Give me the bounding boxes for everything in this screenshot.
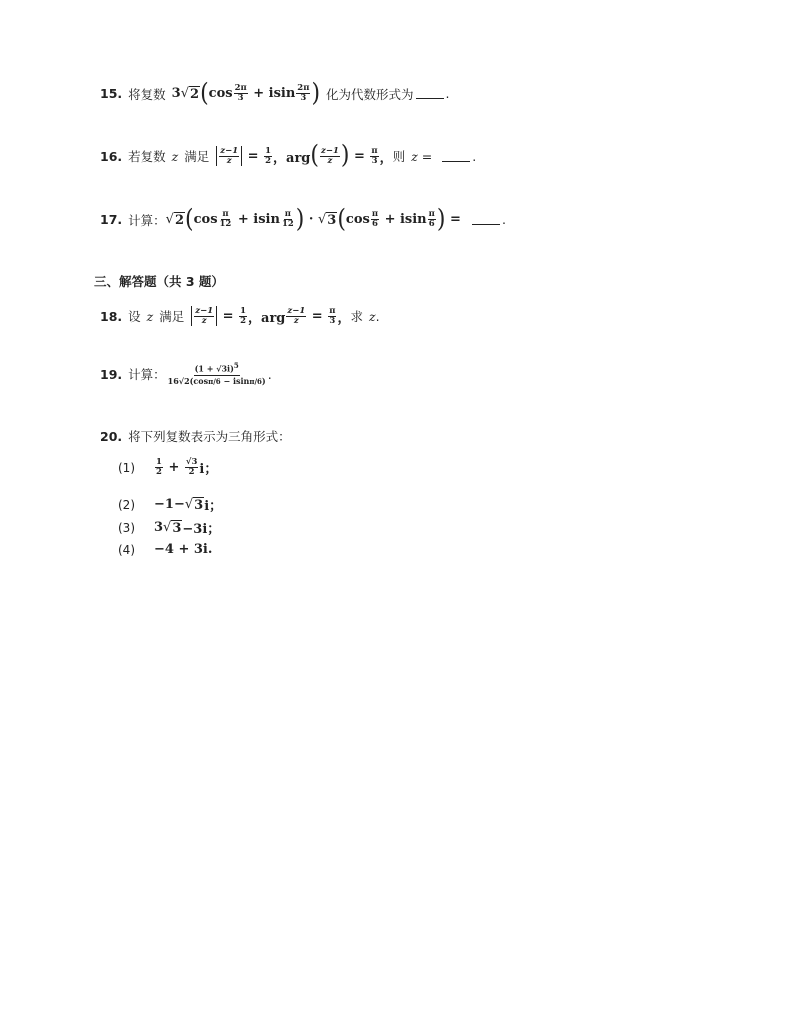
question-text: 则: [392, 149, 406, 164]
question-text: 计算：: [128, 212, 166, 228]
question-number: 16.: [100, 148, 123, 164]
answer-blank: [442, 151, 470, 162]
formula: 3 √ 2 ( cos $\frac{2\pi}{3}$ + isin $\frac{2\pi}{3}$ ): [171, 78, 321, 108]
question-19: 19. 计算： $\frac{(1 + √3i)^5}{16√2(\cos\pi/6 - isin\pi/6)}$ .: [100, 361, 272, 386]
question-20: [100, 427, 291, 445]
question-text: 满足: [159, 309, 185, 324]
question-text: 计算：: [128, 367, 166, 383]
formula: $\frac{z-1}{z}$ = $\frac{1}{2}$ ，arg ( $\frac{z-1}{z}$ ) = $\frac{\pi}{3}$ ，: [215, 146, 392, 166]
formula: √ 2 ( cos $\frac{\pi}{12}$ + isin $\frac{\pi}{12}$ ) · √ 3 ( cos $\frac{\pi}{6}$ + isin $\frac{\pi}{6}$ ) =: [165, 204, 470, 234]
sub-item-label: (3): [118, 520, 135, 535]
question-16: 16. 若复数 z 满足 $\frac{z-1}{z}$ = $\frac{1}{2}$ ，arg ( $\frac{z-1}{z}$ ) = $\frac{\pi}{3}$ ， 则 z = .: [100, 141, 477, 170]
question-15: 15. 将复数 3 √ 2 ( cos $\frac{2\pi}{3}$ + isin $\frac{2\pi}{3}$ ) 化为代数形式为 .: [100, 78, 450, 108]
question-17: 17. 计算： √ 2 ( cos $\frac{\pi}{12}$ + isin $\frac{\pi}{12}$ ) · √ 3 ( cos $\frac{\pi}{6}$ + isin $\frac{\pi}{6}$ ) = .: [100, 204, 506, 234]
question-18: 18. 设 z 满足 $\frac{z-1}{z}$ = $\frac{1}{2}$ ，arg $\frac{z-1}{z}$ = $\frac{\pi}{3}$ ， 求 z .: [100, 305, 380, 326]
formula: $\frac{z-1}{z}$ = $\frac{1}{2}$ ，arg $\frac{z-1}{z}$ = $\frac{\pi}{3}$ ，: [190, 306, 350, 326]
sub-item-label: (2): [118, 497, 135, 512]
question-number: 15.: [100, 86, 123, 101]
question-text: 满足: [184, 149, 210, 164]
formula: 3 √ 3 −3i；: [154, 519, 221, 537]
formula: $\frac{1}{2}$ + $\frac{√3}{2}$ i；: [156, 457, 218, 477]
question-number: 20.: [100, 428, 123, 444]
question-text: 化为代数形式为: [326, 86, 414, 102]
sub-item-label: (4): [118, 542, 135, 557]
question-text: 将下列复数表示为三角形式：: [128, 429, 291, 444]
question-text: 若复数: [128, 149, 166, 164]
sub-item-4: [118, 542, 212, 557]
sub-item-label: (1): [118, 460, 135, 475]
answer-blank: [472, 214, 500, 225]
question-number: 17.: [100, 212, 123, 227]
sub-item-1: [118, 458, 217, 477]
section-heading: 三、解答题（共 3 题）: [94, 274, 224, 289]
question-number: 18.: [100, 308, 123, 324]
question-text: 将复数: [128, 86, 166, 102]
sub-item-2: [118, 495, 222, 514]
sub-item-3: [118, 518, 220, 537]
formula: −4 + 3i.: [154, 542, 213, 557]
question-text: 求: [350, 309, 363, 324]
formula: $\frac{(1 + √3i)^5}{16√2(\cos\pi/6 - isin\pi/6)}$: [167, 361, 266, 386]
formula: −1− √ 3 i；: [154, 496, 223, 514]
question-text: 设: [128, 309, 141, 324]
question-number: 19.: [100, 366, 123, 382]
answer-blank: [416, 88, 444, 99]
